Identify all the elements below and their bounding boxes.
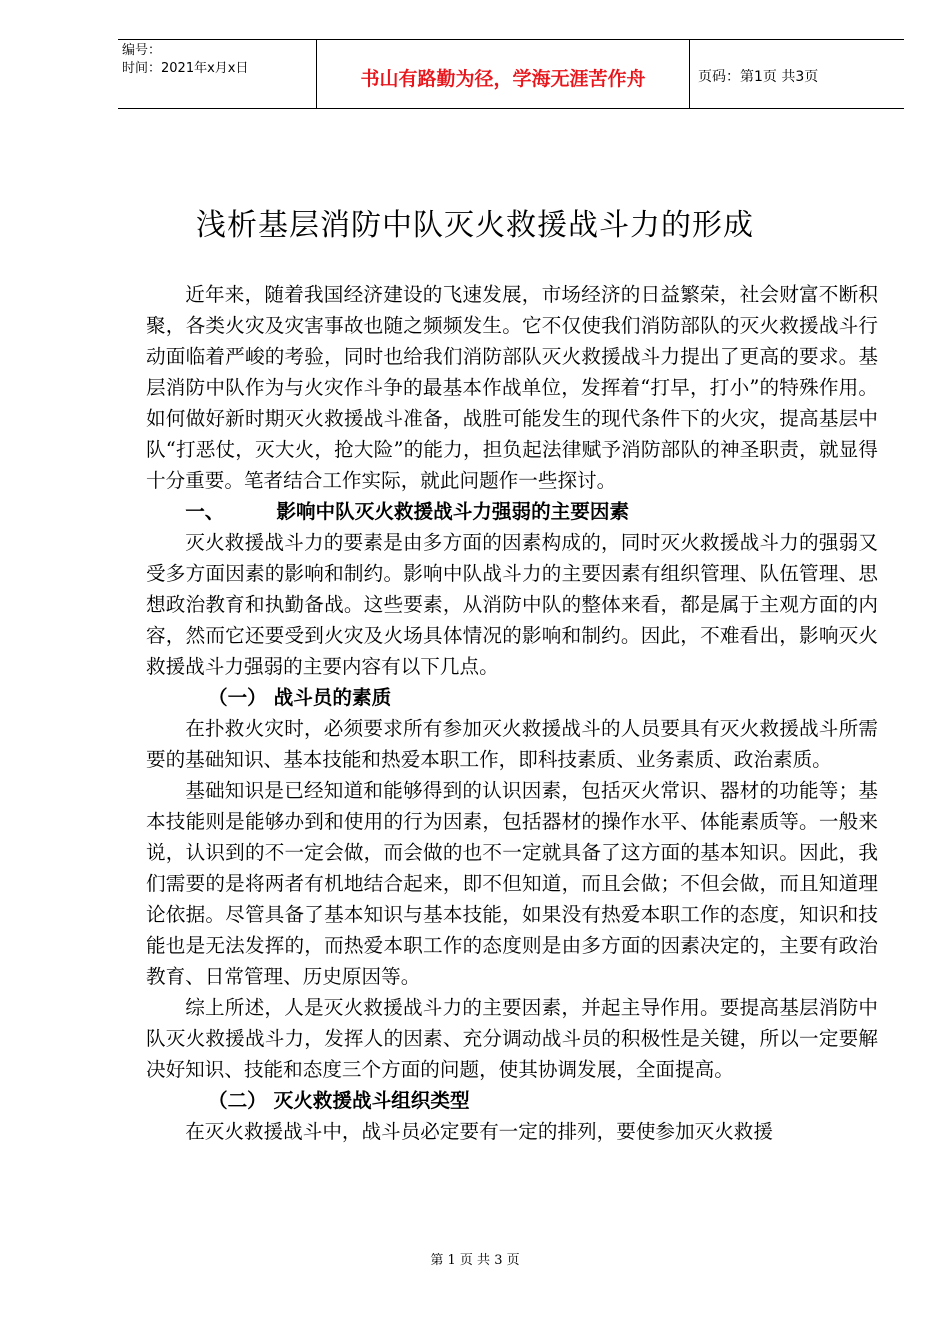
document-title: 浅析基层消防中队灭火救援战斗力的形成 <box>196 208 754 243</box>
page-info: 页码：第1页 共3页 <box>698 69 819 85</box>
subsection-1-paragraph-2: 基础知识是已经知道和能够得到的认识因素，包括灭火常识、器材的功能等；基本技能则是能够办到和使用的行为因素，包括器材的操作水平、体能素质等。一般来说，认识到的不一定会做，而会做的也不一定就具备了这方面的基本知识。因此，我们需要的是将两者有机地结合起来，即不但知道，而且会做；不但会做，而且知道理论依据。尽管具备了基本知识与基本技能，如果没有热爱本职工作的态度，知识和技能也是无法发挥的，而热爱本职工作的态度则是由多方面的因素决定的，主要有政治教育、日常管理、历史原因等。 <box>146 779 878 988</box>
header-page-cell <box>690 40 904 108</box>
subsection-1-paragraph-1: 在扑救火灾时，必须要求所有参加灭火救援战斗的人员要具有灭火救援战斗所需要的基础知识、基本技能和热爱本职工作，即科技素质、业务素质、政治素质。 <box>146 717 878 771</box>
section-1-paragraph: 灭火救援战斗力的要素是由多方面的因素构成的，同时灭火救援战斗力的强弱又受多方面因素的影响和制约。影响中队战斗力的主要因素有组织管理、队伍管理、思想政治教育和执勤备战。这些要素，从消防中队的整体来看，都是属于主观方面的内容，然而它还要受到火灾及火场具体情况的影响和制约。因此，不难看出，影响灭火救援战斗力强弱的主要内容有以下几点。 <box>146 531 878 678</box>
motto-text: 书山有路勤为径，学海无涯苦作舟 <box>360 68 646 90</box>
intro-paragraph: 近年来，随着我国经济建设的飞速发展，市场经济的日益繁荣，社会财富不断积聚，各类火灾及灾害事故也随之频频发生。它不仅使我们消防部队的灭火救援战斗行动面临着严峻的考验，同时也给我们消防部队灭火救援战斗力提出了更高的要求。基层消防中队作为与火灾作斗争的最基本作战单位，发挥着“打早，打小”的特殊作用。如何做好新时期灭火救援战斗准备，战胜可能发生的现代条件下的火灾，提高基层中队“打恶仗，灭大火，抢大险”的能力，担负起法律赋予消防部队的神圣职责，就显得十分重要。笔者结合工作实际，就此问题作一些探讨。 <box>146 283 878 492</box>
header-meta-cell <box>118 40 316 108</box>
document-body <box>146 279 878 1147</box>
document-time-label: 时间：2021年x月x日 <box>122 61 249 76</box>
section-heading-1 <box>146 496 878 527</box>
subsection-heading-2: （二） 灭火救援战斗组织类型 <box>208 1089 470 1112</box>
header-motto-cell <box>316 40 690 108</box>
section-title: 影响中队灭火救援战斗力强弱的主要因素 <box>276 500 630 523</box>
page-footer: 第 1 页 共 3 页 <box>430 1253 520 1268</box>
subsection-heading-1: （一） 战斗员的素质 <box>208 686 392 709</box>
section-number: 一、 <box>185 500 225 523</box>
subsection-1-paragraph-3: 综上所述，人是灭火救援战斗力的主要因素，并起主导作用。要提高基层消防中队灭火救援战斗力，发挥人的因素、充分调动战斗员的积极性是关键，所以一定要解决好知识、技能和态度三个方面的问题，使其协调发展，全面提高。 <box>146 996 878 1081</box>
subsection-2-paragraph-1: 在灭火救援战斗中，战斗员必定要有一定的排列，要使参加灭火救援 <box>185 1120 773 1143</box>
header-table <box>118 39 904 109</box>
document-number-label: 编号： <box>122 43 162 58</box>
